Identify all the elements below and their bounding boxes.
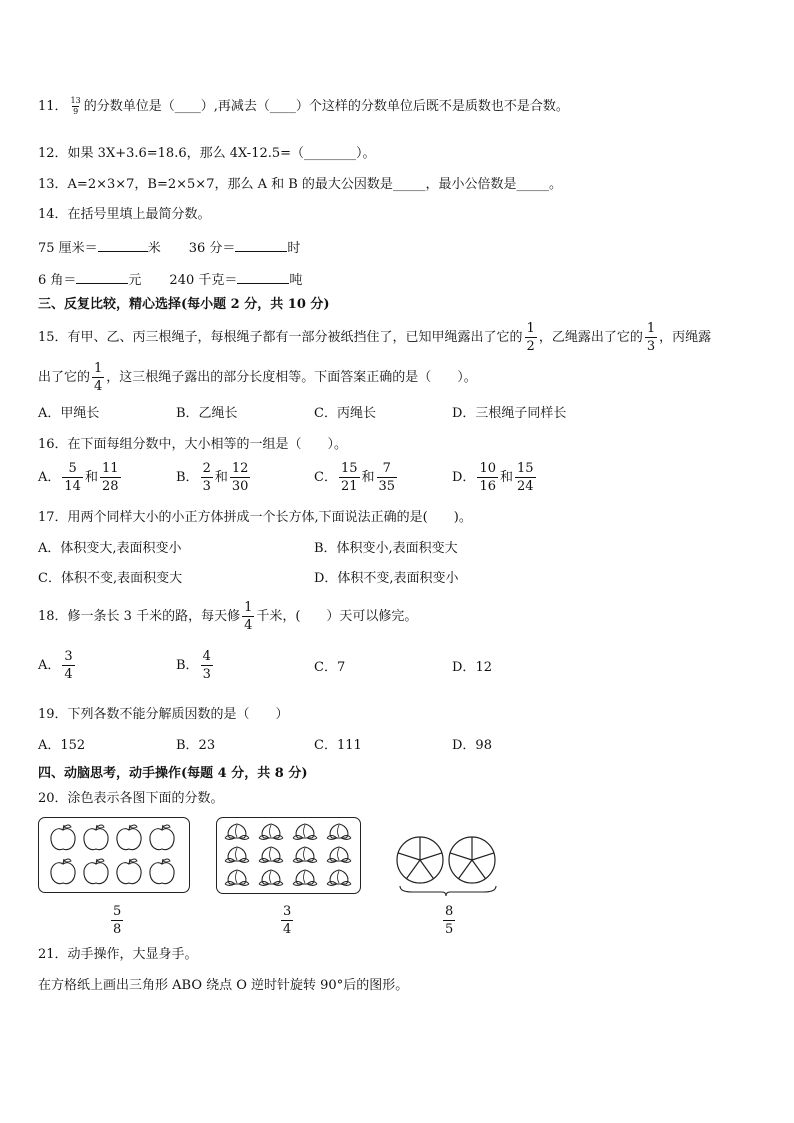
caption-fraction-circles: $\frac{8}{5}$ bbox=[445, 904, 454, 937]
option-d[interactable]: D． $\frac{10}{16}$ 和 $\frac{15}{24}$ bbox=[452, 461, 534, 494]
peach-icon[interactable] bbox=[259, 824, 283, 840]
answer-blank[interactable] bbox=[76, 270, 128, 284]
answer-blank[interactable] bbox=[235, 238, 287, 252]
option-c[interactable]: C．体积不变,表面积变大 bbox=[38, 571, 183, 586]
q15-line2: 出了它的 $\frac{1}{4}$ ，这三根绳子露出的部分长度相等。下面答案正确的是（ ）。 bbox=[38, 361, 477, 394]
q21-instruction: 在方格纸上画出三角形 ABO 绕点 O 逆时针旋转 90°后的图形。 bbox=[38, 978, 409, 993]
answer-blank[interactable]: ____ bbox=[174, 99, 201, 114]
option-a[interactable]: A．体积变大,表面积变小 bbox=[38, 541, 182, 556]
apple-icon[interactable] bbox=[84, 859, 108, 884]
fraction: $\frac{1}{2}$ bbox=[526, 321, 535, 354]
q19: 19．下列各数不能分解质因数的是（ ） bbox=[38, 707, 289, 722]
option-c[interactable]: C．丙绳长 bbox=[314, 406, 376, 421]
option-d[interactable]: D．12 bbox=[452, 660, 492, 675]
peach-icon[interactable] bbox=[327, 870, 351, 886]
option-a[interactable]: A．152 bbox=[38, 738, 86, 753]
option-a[interactable]: A．甲绳长 bbox=[38, 406, 100, 421]
answer-blank[interactable]: _____ bbox=[516, 177, 549, 192]
answer-blank[interactable]: _____ bbox=[392, 177, 426, 192]
peach-icon[interactable] bbox=[259, 847, 283, 863]
peach-icon[interactable] bbox=[259, 870, 283, 886]
answer-blank[interactable] bbox=[237, 270, 289, 284]
peach-icon[interactable] bbox=[293, 824, 317, 840]
caption-fraction-apples: $\frac{5}{8}$ bbox=[113, 904, 122, 937]
peach-grid[interactable] bbox=[217, 818, 360, 893]
q12: 12．如果 3X+3.6=18.6，那么 4X-12.5=（________）。 bbox=[38, 146, 376, 161]
peach-icon[interactable] bbox=[293, 870, 317, 886]
peach-icon[interactable] bbox=[327, 824, 351, 840]
option-b[interactable]: B．23 bbox=[176, 738, 216, 753]
q18: 18．修一条长 3 千米的路，每天修 $\frac{1}{4}$ 千米，( ）天可以修完。 bbox=[38, 600, 418, 633]
q11-number: 11． bbox=[38, 99, 68, 114]
apple-grid[interactable] bbox=[39, 818, 189, 892]
fraction: $\frac{1}{3}$ bbox=[646, 321, 656, 354]
apple-icon[interactable] bbox=[150, 859, 174, 884]
q20: 20．涂色表示各图下面的分数。 bbox=[38, 791, 224, 806]
apple-icon[interactable] bbox=[84, 825, 108, 850]
option-b[interactable]: B．乙绳长 bbox=[176, 406, 238, 421]
q11: 11． $\frac{13}{9}$ 的分数单位是（____）,再减去（____）个这样的分数单位后既不是质数也不是合数。 bbox=[38, 96, 569, 116]
q17: 17．用两个同样大小的小正方体拼成一个长方体,下面说法正确的是( )。 bbox=[38, 510, 472, 525]
q14: 14．在括号里填上最简分数。 bbox=[38, 207, 211, 222]
option-b[interactable]: B．体积变小,表面积变大 bbox=[314, 541, 458, 556]
apple-icon[interactable] bbox=[117, 859, 141, 884]
peach-icon[interactable] bbox=[327, 847, 351, 863]
option-c[interactable]: C． $\frac{15}{21}$ 和 $\frac{7}{35}$ bbox=[314, 461, 396, 494]
q11-fraction: $\frac{13}{9}$ bbox=[70, 96, 81, 116]
apple-icon[interactable] bbox=[150, 825, 174, 850]
option-a[interactable]: A． $\frac{5}{14}$ 和 $\frac{11}{28}$ bbox=[38, 461, 119, 494]
section-3-heading: 三、反复比较，精心选择(每小题 2 分，共 10 分) bbox=[38, 297, 330, 312]
peach-box bbox=[216, 817, 361, 894]
circle-right[interactable] bbox=[449, 837, 495, 883]
brace-icon bbox=[400, 886, 496, 896]
q16: 16．在下面每组分数中，大小相等的一组是（ ）。 bbox=[38, 437, 348, 452]
apple-icon[interactable] bbox=[51, 825, 75, 850]
peach-icon[interactable] bbox=[225, 824, 249, 840]
caption-fraction-peaches: $\frac{3}{4}$ bbox=[283, 904, 292, 937]
answer-blank[interactable]: ____ bbox=[269, 99, 296, 114]
q21: 21．动手操作，大显身手。 bbox=[38, 947, 198, 962]
q14-row2: 6 角＝ 元 240 千克＝ 吨 bbox=[38, 270, 302, 290]
option-d[interactable]: D．三根绳子同样长 bbox=[452, 406, 567, 421]
option-c[interactable]: C．7 bbox=[314, 660, 346, 675]
answer-blank[interactable] bbox=[98, 238, 148, 252]
circle-left[interactable] bbox=[397, 837, 443, 883]
circles-figure[interactable] bbox=[392, 832, 504, 896]
answer-blank[interactable]: ________ bbox=[304, 146, 357, 161]
apple-icon[interactable] bbox=[117, 825, 141, 850]
peach-icon[interactable] bbox=[225, 847, 249, 863]
apple-box bbox=[38, 817, 190, 893]
option-d[interactable]: D．98 bbox=[452, 738, 492, 753]
option-b[interactable]: B． $\frac{2}{3}$ 和 $\frac{12}{30}$ bbox=[176, 461, 249, 494]
fraction: $\frac{1}{4}$ bbox=[94, 361, 103, 394]
q14-row1: 75 厘米＝ 米 36 分＝ 时 bbox=[38, 238, 300, 258]
option-a[interactable]: A． $\frac{3}{4}$ bbox=[38, 649, 73, 682]
option-b[interactable]: B． $\frac{4}{3}$ bbox=[176, 649, 211, 682]
peach-icon[interactable] bbox=[293, 847, 317, 863]
option-c[interactable]: C．111 bbox=[314, 738, 362, 753]
peach-icon[interactable] bbox=[225, 870, 249, 886]
apple-icon[interactable] bbox=[51, 859, 75, 884]
option-d[interactable]: D．体积不变,表面积变小 bbox=[314, 571, 459, 586]
section-4-heading: 四、动脑思考，动手操作(每题 4 分，共 8 分) bbox=[38, 766, 308, 781]
q15-line1: 15．有甲、乙、丙三根绳子，每根绳子都有一部分被纸挡住了，已知甲绳露出了它的 $\frac{1}{2}$ ，乙绳露出了它的 $\frac{1}{3}$ ，丙绳露 bbox=[38, 321, 712, 354]
q13: 13．A=2×3×7，B=2×5×7，那么 A 和 B 的最大公因数是_____，最小公倍数是_____。 bbox=[38, 177, 562, 192]
